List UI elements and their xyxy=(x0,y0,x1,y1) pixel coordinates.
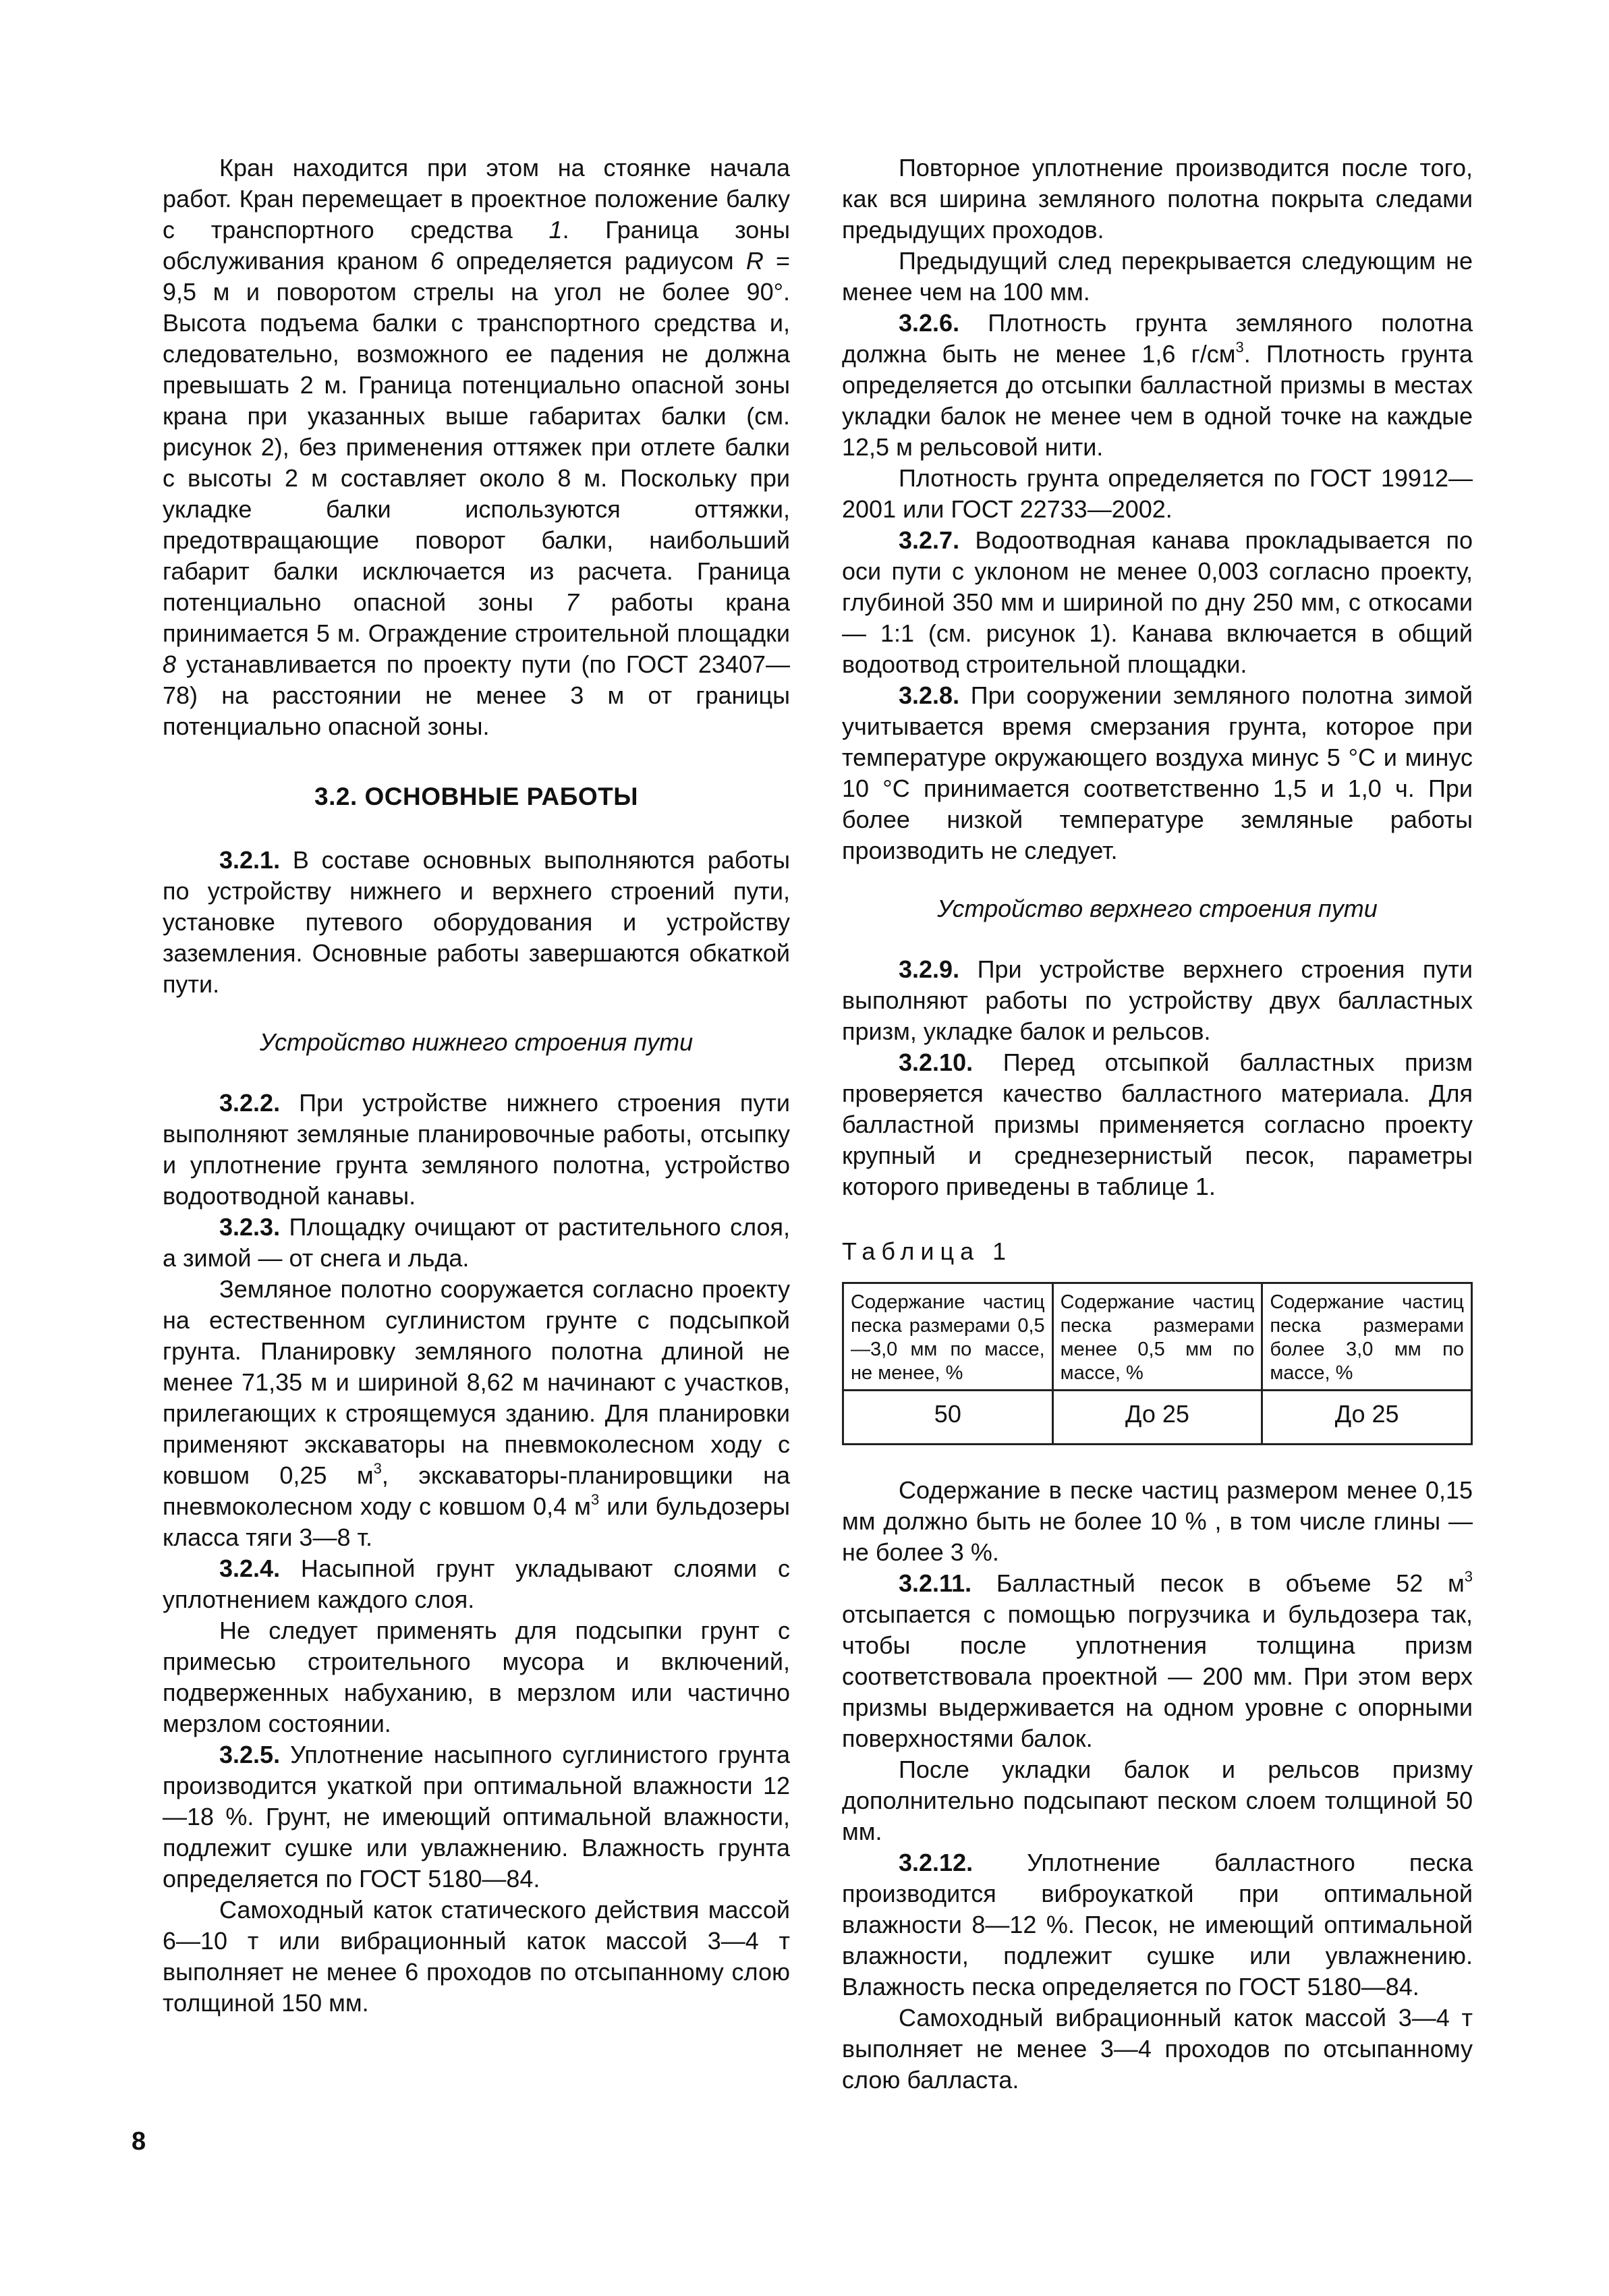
text-run: Перед отсыпкой балластных призм проверяется качество балластного материала. Для балластной призмы применяется согласно проекту крупный и среднезернистый песок, параметры которого приведены в таблице 1. xyxy=(842,1048,1473,1200)
text-run: После укладки балок и рельсов призму дополнительно подсыпают песком слоем толщиной 50 мм. xyxy=(842,1756,1473,1845)
text-run: устанавливается по проекту пути (по ГОСТ 23407—78) на расстоянии не менее 3 м от границы потенциально опасной зоны. xyxy=(163,650,790,740)
table-label: Таблица 1 xyxy=(842,1237,1013,1265)
text-run: Уплотнение насыпного суглинистого грунта производится укаткой при оптимальной влажности 12—18 %. Грунт, не имеющий оптимальной влажности, подлежит сушке или увлажнению. Влажность грунта определяется по ГОСТ 5180—84. xyxy=(163,1741,790,1893)
clause-number: 3.2.10. xyxy=(899,1048,973,1076)
superscript: 3 xyxy=(373,1460,382,1477)
text-run: или бульдозеры класса тяги 3—8 т. xyxy=(163,1492,791,1551)
clause-number: 3.2.8. xyxy=(899,681,960,709)
text-run: 8 xyxy=(163,650,177,678)
page-number: 8 xyxy=(132,2127,146,2156)
clause-number: 3.2.3. xyxy=(219,1213,281,1241)
table-cell: До 25 xyxy=(1052,1391,1262,1445)
right-column xyxy=(842,152,1473,2096)
table-cell: До 25 xyxy=(1262,1391,1472,1445)
clause-number: 3.2.7. xyxy=(899,526,960,554)
text-run: = 9,5 м и поворотом стрелы на угол не более 90°. Высота подъема балки с транспортного средства и, следовательно, возможного ее падения не должна превышать 2 м. Граница потенциально опасной зоны крана при указанных выше габаритах балки (см. рисунок 2), без применения оттяжек при отлете балки с высоты 2 м составляет около 8 м. Поскольку при укладке балки используются оттяжки, предотвращающие поворот балки, наибольший габарит балки исключается из расчета. Граница потенциально опасной зоны xyxy=(163,247,790,616)
paragraph xyxy=(842,2003,1473,2096)
text-run: работы крана принимается 5 м. Ограждение строительной площадки xyxy=(163,588,790,647)
table-header-cell: Содержание частиц песка размерами 0,5—3,0 мм по массе, не менее, % xyxy=(843,1283,1053,1391)
text-run: Плотность грунта земляного полотна должна быть не менее 1,6 г/см xyxy=(842,309,1473,368)
text-run: Уплотнение балластного песка производится виброукаткой при оптимальной влажности 8—12 %. Песок, не имеющий оптимальной влажности, подлежит сушке или увлажнению. Влажность песка определяется по ГОСТ 5180—84. xyxy=(842,1849,1473,2000)
clause-number: 3.2.6. xyxy=(899,309,960,337)
text-run: В составе основных выполняются работы по устройству нижнего и верхнего строений пути, установке путевого оборудования и устройству заземления. Основные работы завершаются обкаткой пути. xyxy=(163,846,790,998)
paragraph xyxy=(842,1847,1473,2003)
paragraph xyxy=(842,1475,1473,1568)
paragraph xyxy=(163,1553,790,1615)
text-run: Повторное уплотнение производится после того, как вся ширина земляного полотна покрыта следами предыдущих проходов. xyxy=(842,154,1473,244)
text-run: . Плотность грунта определяется до отсыпки балластной призмы в местах укладки балок не менее чем в одной точке на каждые 12,5 м рельсовой нити. xyxy=(842,340,1473,461)
paragraph xyxy=(163,1088,790,1212)
paragraph xyxy=(842,1754,1473,1847)
text-run: Балластный песок в объеме 52 м xyxy=(971,1569,1465,1597)
clause-number: 3.2.4. xyxy=(219,1555,281,1582)
table-header-row xyxy=(843,1283,1472,1391)
paragraph xyxy=(163,1212,790,1274)
text-run: При устройстве верхнего строения пути выполняют работы по устройству двух балластных призм, укладке балок и рельсов. xyxy=(842,955,1473,1045)
paragraph xyxy=(163,845,790,1000)
text-run: Самоходный каток статического действия массой 6—10 т или вибрационный каток массой 3—4 т выполняет не менее 6 проходов по отсыпанному слою толщиной 150 мм. xyxy=(163,1896,790,2017)
text-run: 1 xyxy=(548,216,563,244)
text-run: Площадку очищают от растительного слоя, а зимой — от снега и льда. xyxy=(163,1213,790,1272)
table-row xyxy=(843,1391,1472,1445)
text-run: Самоходный вибрационный каток массой 3—4 т выполняет не менее 3—4 проходов по отсыпанному слою балласта. xyxy=(842,2004,1473,2094)
text-run: Кран находится при этом на стоянке начала работ. Кран перемещает в проектное положение балку с транспортного средства xyxy=(163,154,790,244)
superscript: 3 xyxy=(590,1491,600,1508)
text-run: отсыпается с помощью погрузчика и бульдозера так, чтобы после уплотнения толщина призм соответствовала проектной — 200 мм. При этом верх призмы выдерживается на одном уровне с опорными поверхностями балок. xyxy=(842,1600,1473,1752)
text-run: 7 xyxy=(565,588,580,616)
text-run: Земляное полотно сооружается согласно проекту на естественном суглинистом грунте с подсыпкой грунта. Планировку земляного полотна длиной не менее 71,35 м и шириной 8,62 м начинают с участков, прилегающих к строящемуся зданию. Для планировки применяют экскаваторы на пневмоколесном ходу с ковшом 0,25 м xyxy=(163,1275,790,1489)
subsection-heading: Устройство верхнего строения пути xyxy=(937,895,1378,922)
paragraph xyxy=(163,1615,790,1739)
text-run: , экскаваторы-планировщики на пневмоколесном ходу с ковшом 0,4 м xyxy=(163,1461,790,1520)
paragraph xyxy=(842,1568,1473,1754)
clause-number: 3.2.11. xyxy=(899,1569,972,1597)
text-run: 6 xyxy=(430,247,444,275)
paragraph xyxy=(163,152,790,742)
paragraph xyxy=(842,1047,1473,1202)
left-column xyxy=(163,152,790,2019)
section-heading: 3.2. ОСНОВНЫЕ РАБОТЫ xyxy=(314,783,638,810)
clause-number: 3.2.5. xyxy=(219,1741,281,1768)
paragraph xyxy=(842,954,1473,1047)
clause-number: 3.2.2. xyxy=(219,1089,281,1117)
paragraph xyxy=(842,680,1473,866)
table-header-cell: Содержание частиц песка размерами менее 0,5 мм по массе, % xyxy=(1052,1283,1262,1391)
paragraph xyxy=(163,1895,790,2019)
paragraph xyxy=(842,152,1473,246)
text-run: определяется радиусом xyxy=(443,247,746,275)
table-cell: 50 xyxy=(843,1391,1053,1445)
paragraph xyxy=(163,1739,790,1895)
paragraph xyxy=(842,246,1473,308)
paragraph xyxy=(842,463,1473,525)
clause-number: 3.2.1. xyxy=(219,846,281,874)
clause-number: 3.2.12. xyxy=(899,1849,973,1876)
text-run: Водоотводная канава прокладывается по оси пути с уклоном не менее 0,003 согласно проекту, глубиной 350 мм и шириной по дну 250 мм, с откосами — 1:1 (см. рисунок 1). Канава включается в общий водоотвод строительной площадки. xyxy=(842,526,1473,678)
text-run: . Граница зоны обслуживания краном xyxy=(163,216,791,275)
text-run: Не следует применять для подсыпки грунт с примесью строительного мусора и включений, подверженных набуханию, в мерзлом или частично мерзлом состоянии. xyxy=(163,1617,790,1737)
text-run: Насыпной грунт укладывают слоями с уплотнением каждого слоя. xyxy=(163,1555,790,1613)
clause-number: 3.2.9. xyxy=(899,955,960,983)
superscript: 3 xyxy=(1464,1568,1473,1585)
sand-parameters-table xyxy=(842,1282,1473,1445)
text-run: Содержание в песке частиц размером менее 0,15 мм должно быть не более 10 % , в том числе глины — не более 3 %. xyxy=(842,1476,1473,1566)
text-run: Плотность грунта определяется по ГОСТ 19912—2001 или ГОСТ 22733—2002. xyxy=(842,464,1473,523)
text-run: При сооружении земляного полотна зимой учитывается время смерзания грунта, которое при температуре окружающего воздуха минус 5 °С и минус 10 °С принимается соответственно 1,5 и 1,0 ч. При более низкой температуре земляные работы производить не следует. xyxy=(842,681,1473,864)
paragraph xyxy=(842,308,1473,463)
text-run: R xyxy=(745,247,764,275)
text-run: При устройстве нижнего строения пути выполняют земляные планировочные работы, отсыпку и уплотнение грунта земляного полотна, устройство водоотводной канавы. xyxy=(163,1089,790,1210)
paragraph xyxy=(842,525,1473,680)
subsection-heading: Устройство нижнего строения пути xyxy=(259,1028,694,1056)
paragraph xyxy=(163,1274,790,1553)
table-header-cell: Содержание частиц песка размерами более 3,0 мм по массе, % xyxy=(1262,1283,1472,1391)
text-run: Предыдущий след перекрывается следующим не менее чем на 100 мм. xyxy=(842,247,1473,306)
superscript: 3 xyxy=(1235,339,1244,356)
